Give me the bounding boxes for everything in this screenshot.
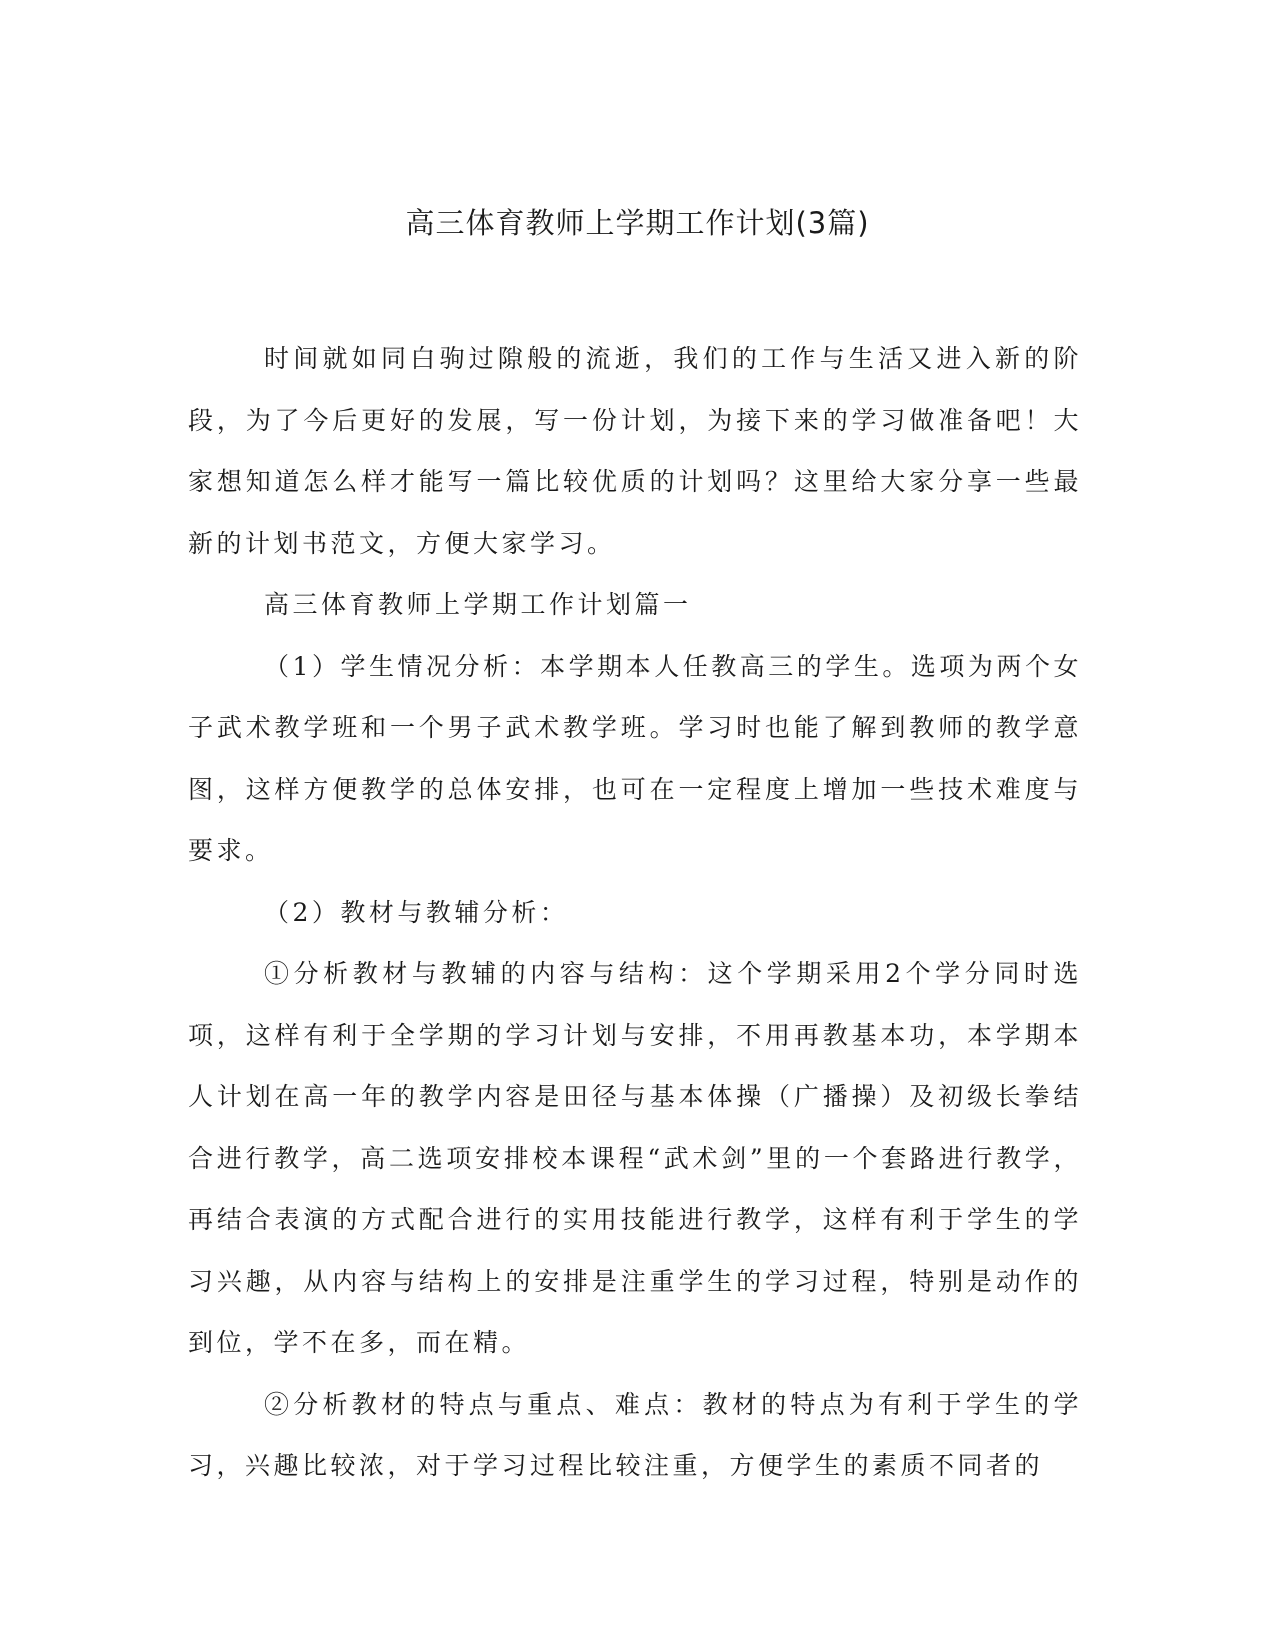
student-analysis-paragraph: （1）学生情况分析：本学期本人任教高三的学生。选项为两个女子武术教学班和一个男子武术教学班。学习时也能了解到教师的教学意图，这样方便教学的总体安排，也可在一定程度上增加一些技术难度与要求。 — [188, 651, 1082, 865]
intro-paragraph: 时间就如同白驹过隙般的流逝，我们的工作与生活又进入新的阶段，为了今后更好的发展，写一份计划，为接下来的学习做准备吧！大家想知道怎么样才能写一篇比较优质的计划吗？这里给大家分享一些最新的计划书范文，方便大家学习。 — [188, 344, 1082, 558]
features-paragraph: ②分析教材的特点与重点、难点：教材的特点为有利于学生的学习，兴趣比较浓，对于学习过程比较注重，方便学生的素质不同者的 — [188, 1389, 1082, 1480]
content-structure-paragraph: ①分析教材与教辅的内容与结构：这个学期采用2个学分同时选项，这样有利于全学期的学习计划与安排，不用再教基本功，本学期本人计划在高一年的教学内容是田径与基本体操（广播操）及初级长拳结合进行教学，高二选项安排校本课程“武术剑”里的一个套路进行教学，再结合表演的方式配合进行的实用技能进行教学，这样有利于学生的学习兴趣，从内容与结构上的安排是注重学生的学习过程，特别是动作的到位，学不在多，而在精。 — [188, 959, 1082, 1357]
materials-analysis-heading: （2）教材与教辅分析： — [264, 897, 569, 927]
document-body — [188, 328, 1082, 1497]
section-heading: 高三体育教师上学期工作计划篇一 — [264, 590, 692, 619]
document-title: 高三体育教师上学期工作计划(3篇) — [405, 206, 870, 240]
